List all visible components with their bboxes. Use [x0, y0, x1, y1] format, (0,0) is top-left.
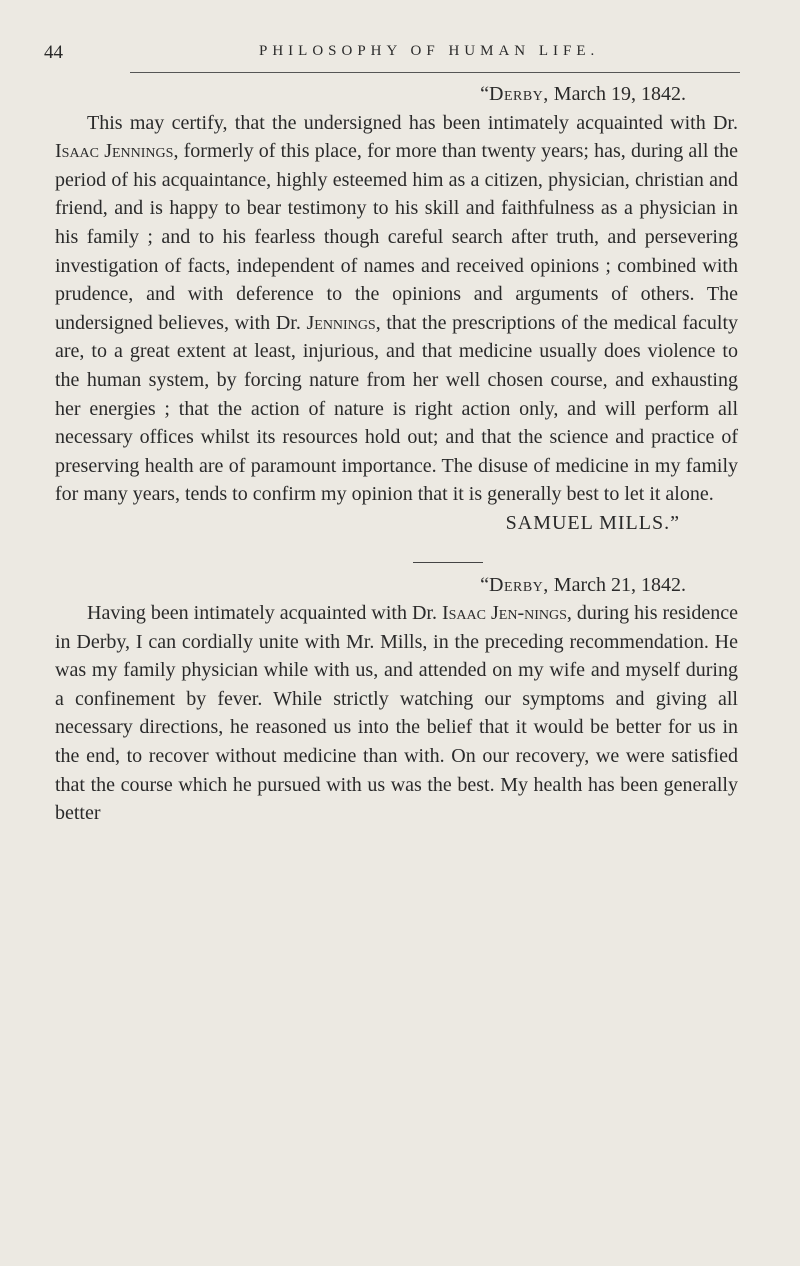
dateline-date: March 19, 1842.: [553, 83, 686, 105]
letter-2-body: [55, 599, 738, 828]
body-text: , during his residence in Derby, I can cordially unite with Mr. Mills, in the preceding recommendation. He was my family physician while with us, and attended on my wife and myself during a confinement by fever. While strictly watching our symptoms and giving all necessary directions, he reasoned us into the belief that it would be better for us in the end, to recover without medicine than with. On our recovery, we were satisfied that the course which he pursued with us was the best. My health has been generally better: [55, 602, 738, 825]
header-rule: [130, 72, 740, 73]
dateline-place: Derby,: [489, 573, 549, 596]
section-divider: [413, 562, 483, 563]
body-text: This may certify, that the undersigned has been intimately acquainted with Dr.: [87, 111, 738, 134]
name-small-caps: Isaac Jennings: [55, 140, 174, 163]
dateline-date: March 21, 1842.: [553, 573, 686, 596]
body-text: , that the prescriptions of the medical faculty are, to a great extent at least, injurious, and that medicine usually does violence to the human system, by forcing nature from her well chosen course, and exhausting her energies ; that the action of nature is right action only, and will perform all necessary offices whilst its resources hold out; and that the science and practice of preserving health are of paramount importance. The disuse of medicine in my family for many years, tends to confirm my opinion that it is generally best to let it alone.: [55, 311, 738, 506]
name-small-caps: Isaac Jen-nings: [441, 602, 567, 625]
page-content: [55, 80, 738, 828]
letter-1-dateline: “Derby, March 19, 1842.: [480, 83, 686, 105]
running-head: PHILOSOPHY OF HUMAN LIFE.: [259, 43, 600, 59]
letter-1-signature: SAMUEL MILLS.”: [505, 511, 680, 534]
page-number: 44: [44, 42, 63, 63]
dateline-place: Derby,: [489, 83, 549, 105]
body-text: , formerly of this place, for more than twenty years; has, during all the period of his acquaintance, highly esteemed him as a citizen, physician, christian and friend, and is happy to bear testimony to his skill and faithfulness as a physician in his family ; and to his fearless though careful search after truth, and persevering investigation of facts, independent of names and received opinions ; combined with prudence, and with deference to the opinions and arguments of others. The undersigned believes, with Dr.: [55, 140, 738, 334]
letter-2-dateline: “Derby, March 21, 1842.: [480, 573, 686, 596]
name-small-caps: Jennings: [306, 311, 376, 334]
letter-1-body: [55, 109, 738, 509]
body-text: Having been intimately acquainted with Dr.: [87, 602, 442, 625]
page-header: [44, 42, 744, 72]
